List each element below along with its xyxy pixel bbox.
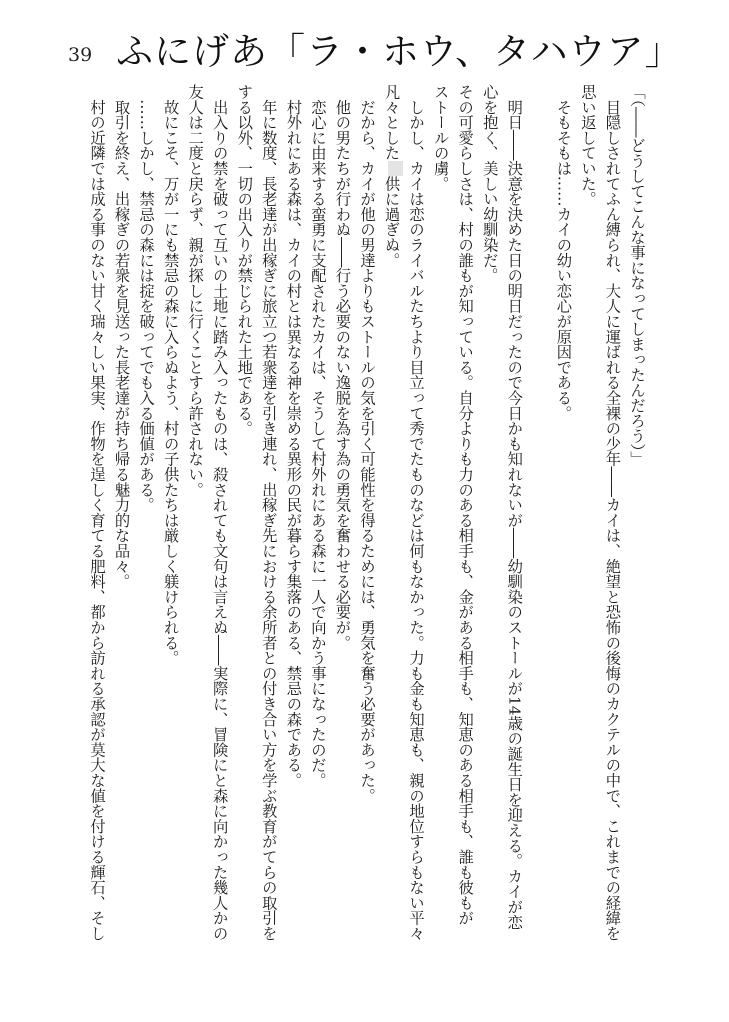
text-fragment: 供に過ぎぬ。: [382, 175, 401, 268]
text-line: 恋心に由来する蛮勇に支配されたカイは、そうして村外れにある森に一人で向かう事になったのだ。: [308, 84, 327, 788]
text-line: 「（――どうしてこんな事になってしまったんだろう）」: [628, 84, 646, 467]
text-line: 思い返していた。: [578, 84, 597, 207]
text-line-with-missing-glyph: [379, 84, 404, 944]
text-line: 明日――決意を決めた日の明日だったので今日かも知れないが――幼馴染のストールが14歳の誕生日を迎える。カイが恋: [505, 84, 524, 930]
text-line: ストールの虜。: [431, 84, 450, 192]
text-line: 目隠しされてふん縛られ、大人に運ばれる全裸の少年――カイは、絶望と恐怖の後悔のカクテルの中で、これまでの経緯を: [603, 84, 622, 941]
text-line: そもそもは……カイの幼い恋心が原因である。: [554, 84, 573, 421]
text-line: 心を抱く、美しい幼馴染だ。: [480, 84, 499, 283]
chapter-title: ふにげあ「ラ・ホウ、タハウア」: [116, 30, 683, 73]
text-line: その可愛らしさは、村の誰もが知っている。自分よりも力のある相手も、金がある相手も、知恵のある相手も、誰も彼もが: [456, 84, 475, 926]
page-number: 39: [68, 44, 93, 66]
text-line: 村外れにある森は、カイの村とは異なる神を崇める異形の民が暮らす集落のある、禁忌の森である。: [284, 84, 303, 788]
text-line: ……しかし、禁忌の森には掟を破ってでも入る価値がある。: [137, 84, 156, 513]
text-line: 出入りの禁を破って互いの土地に踏み入ったものは、殺されても文句は言えぬ――実際に、冒険にと森に向かった幾人かの: [210, 84, 229, 941]
text-line: 故にこそ、万が一にも禁忌の森に入らぬよう、村の子供たちは厳しく躾けられる。: [161, 84, 180, 666]
text-line: する以外、一切の出入りが禁じられた土地である。: [235, 84, 254, 436]
text-line: 友人は二度と戻らず、親が探しに行くことすら許されない。: [186, 84, 205, 498]
text-line: だから、カイが他の男達よりもストールの気を引く可能性を得るためには、勇気を奮う必要があった。: [357, 84, 376, 804]
blank-line: [526, 84, 551, 944]
text-line: 村の近隣では成る事のない甘く瑞々しい果実、作物を逞しく育てる肥料、都から訪れる承認が莫大な値を付ける輝石、そし: [87, 84, 106, 941]
missing-glyph-box: [388, 161, 403, 176]
text-line: 他の男たちが行わぬ――行う必要のない逸脱を為す為の勇気を奮わせる必要が。: [333, 84, 352, 651]
text-fragment: 凡々とした: [382, 84, 401, 161]
body-text: [84, 84, 649, 944]
text-line: しかし、カイは恋のライバルたちより目立って秀でたものなどは何もなかった。力も金も知恵も、親の地位すらもない平々: [407, 84, 426, 941]
text-line: 取引を終え、出稼ぎの若衆を見送った長老達が持ち帰る魅力的な品々。: [112, 84, 131, 589]
text-line: 年に数度、長老達が出稼ぎに旅立つ若衆達を引き連れ、出稼ぎ先における余所者との付き合い方を学ぶ教育がてらの取引を: [259, 84, 278, 941]
